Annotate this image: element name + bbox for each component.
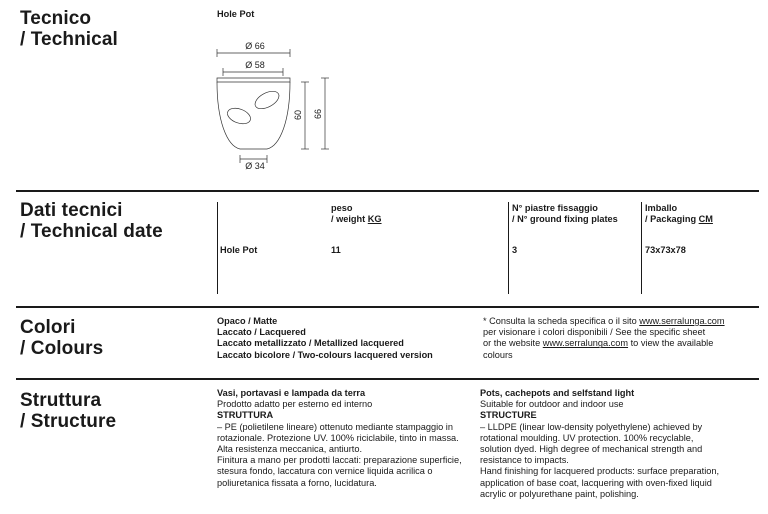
weight-value: 11 bbox=[331, 245, 341, 255]
column-rule bbox=[641, 202, 642, 294]
structure-sub-it: Prodotto adatto per esterno ed interno bbox=[217, 399, 373, 410]
title-it: Struttura bbox=[20, 390, 102, 411]
divider-3 bbox=[16, 378, 759, 380]
plates-header bbox=[512, 203, 618, 225]
title-it: Tecnico bbox=[20, 8, 92, 29]
weight-label-en: / weight bbox=[331, 214, 366, 225]
dim-outer-height: 66 bbox=[313, 108, 323, 120]
data-product-name: Hole Pot bbox=[220, 245, 258, 255]
weight-unit: KG bbox=[367, 214, 382, 225]
colour-list bbox=[217, 316, 433, 361]
packaging-value: 73x73x78 bbox=[645, 245, 686, 255]
title-it: Dati tecnici bbox=[20, 200, 123, 221]
section-title-technical bbox=[20, 8, 118, 50]
colour-item: Laccato bicolore / Two-colours lacquered version bbox=[217, 349, 433, 360]
title-en: / Technical date bbox=[20, 221, 163, 242]
title-it: Colori bbox=[20, 317, 76, 338]
section-title-structure bbox=[20, 390, 116, 432]
colour-note: * Consulta la scheda specifica o il sito www.serralunga.com per visionare i colori disponibili / See the specific sheet or the website www.serralunga.com to view the available colours bbox=[483, 316, 725, 360]
pot-hole-2 bbox=[252, 88, 282, 113]
plates-label-en: / N° ground fixing plates bbox=[512, 214, 618, 225]
packaging-header bbox=[645, 203, 713, 225]
weight-header bbox=[331, 203, 382, 225]
colour-item: Laccato / Lacquered bbox=[217, 327, 306, 338]
pack-label-en: / Packaging bbox=[645, 214, 697, 225]
divider-1 bbox=[16, 190, 759, 192]
title-en: / Colours bbox=[20, 338, 104, 359]
title-en: / Technical bbox=[20, 29, 118, 50]
structure-text-en: Pots, cachepots and selfstand light Suitable for outdoor and indoor use STRUCTURE – LLDPE (linear low-density polyethylene) achieved by rotational moulding. UV protection. 100% recyclable, solution dyed. High degree of mechanical strength and resistance to impacts. Hand finishing for lacquered products: surface preparation, application of base coat, lacquering with oven-fixed liquid acrylic or polyurethane paint, polishing. bbox=[480, 388, 720, 499]
site-link[interactable]: www.serralunga.com bbox=[542, 338, 629, 349]
colour-item: Laccato metallizzato / Metallized lacquered bbox=[217, 338, 404, 349]
weight-label-it: peso bbox=[331, 203, 353, 213]
section-title-colours bbox=[20, 317, 103, 359]
product-label: Hole Pot bbox=[217, 9, 255, 19]
structure-heading-en: Pots, cachepots and selfstand light bbox=[480, 388, 635, 398]
divider-2 bbox=[16, 306, 759, 308]
pack-unit: CM bbox=[698, 214, 713, 225]
dim-top-outer: Ø 66 bbox=[245, 41, 265, 51]
column-rule bbox=[217, 202, 218, 294]
pot-technical-drawing bbox=[205, 36, 335, 171]
dim-top-inner: Ø 58 bbox=[245, 60, 265, 70]
structure-sub-en: Suitable for outdoor and indoor use bbox=[480, 399, 624, 410]
dim-base: Ø 34 bbox=[245, 161, 265, 171]
section-title-technical-data bbox=[20, 200, 163, 242]
structure-label-en: STRUCTURE bbox=[480, 410, 537, 421]
structure-text-it: Vasi, portavasi e lampada da terra Prodotto adatto per esterno ed interno STRUTTURA – PE (polietilene lineare) ottenuto mediante stampaggio in rotazionale. Protezione UV. 100% riciclabile, tinto in massa. Alta resistenza meccanica, antiurto. Finitura a mano per prodotti laccati: preparazione superficie, stesura fondo, laccatura con vernice liquida acrilica o poliuretanica fissata a forno, lucidatura. bbox=[217, 388, 462, 488]
pot-rim bbox=[217, 78, 290, 82]
structure-heading-it: Vasi, portavasi e lampada da terra bbox=[217, 388, 366, 398]
colour-item: Opaco / Matte bbox=[217, 316, 278, 326]
structure-label-it: STRUTTURA bbox=[217, 410, 274, 421]
plates-label-it: N° piastre fissaggio bbox=[512, 203, 598, 213]
dim-inner-height: 60 bbox=[293, 109, 303, 121]
site-link[interactable]: www.serralunga.com bbox=[639, 316, 725, 326]
title-en: / Structure bbox=[20, 411, 117, 432]
plates-value: 3 bbox=[512, 245, 518, 255]
pot-hole-1 bbox=[225, 105, 252, 126]
column-rule bbox=[508, 202, 509, 294]
pack-label-it: Imballo bbox=[645, 203, 678, 213]
